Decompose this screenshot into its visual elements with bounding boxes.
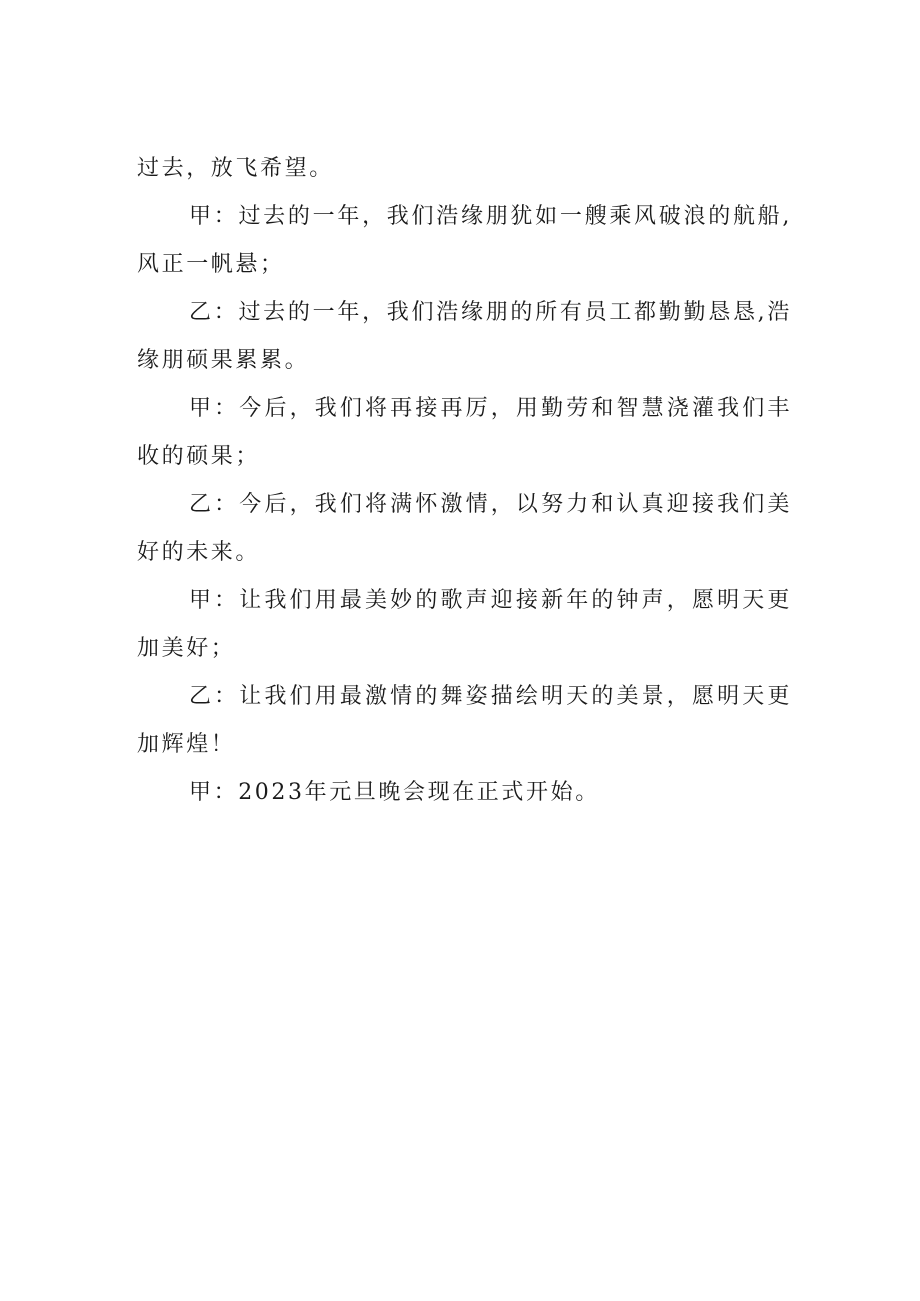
dialogue-paragraph-jia-3: 甲：让我们用最美妙的歌声迎接新年的钟声，愿明天更加美好；	[137, 588, 792, 661]
dialogue-paragraph-jia-2: 甲：今后，我们将再接再厉，用勤劳和智慧浇灌我们丰收的硕果；	[137, 396, 792, 469]
dialogue-paragraph-yi-1: 乙：过去的一年，我们浩缘朋的所有员工都勤勤恳恳,浩缘朋硕果累累。	[137, 300, 792, 373]
dialogue-paragraph-yi-3: 乙：让我们用最激情的舞姿描绘明天的美景，愿明天更加辉煌！	[137, 684, 792, 757]
dialogue-paragraph-jia-4: 甲：2023年元旦晚会现在正式开始。	[189, 780, 600, 805]
paragraph-continuation: 过去，放飞希望。	[137, 156, 334, 181]
dialogue-paragraph-yi-2: 乙：今后，我们将满怀激情，以努力和认真迎接我们美好的未来。	[137, 492, 792, 565]
dialogue-paragraph-jia-1: 甲：过去的一年，我们浩缘朋犹如一艘乘风破浪的航船,风正一帆悬；	[137, 204, 792, 277]
document-body	[137, 145, 792, 817]
